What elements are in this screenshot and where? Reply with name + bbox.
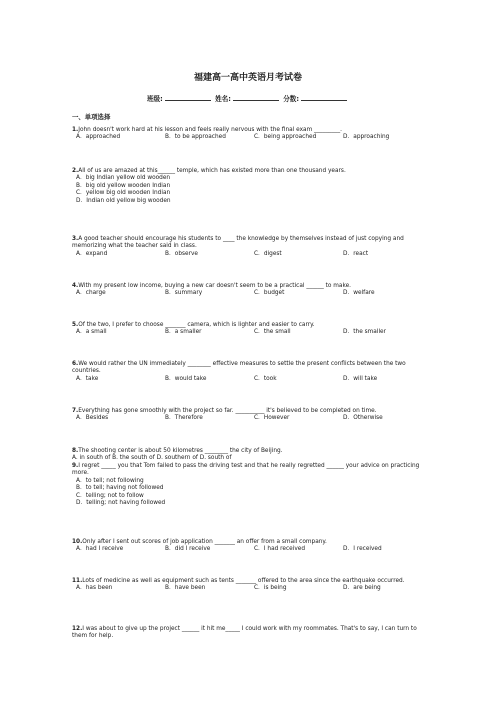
question-number: 8. xyxy=(72,448,79,454)
option-d: D．welfare xyxy=(343,290,375,297)
option-d: D．Otherwise xyxy=(343,415,383,422)
option-d: D．the smaller xyxy=(343,329,387,336)
option-a: A．a small xyxy=(76,329,107,336)
option-c: C．being approached xyxy=(254,134,317,141)
option-a: A．big Indian yellow old wooden xyxy=(76,175,171,182)
question-text: John doesn't work hard at his lesson and feels really nervous with the final exam _________. xyxy=(78,127,342,133)
option-c: C．is being xyxy=(254,585,287,592)
option-a: A．Besides xyxy=(76,415,109,422)
question-12 xyxy=(72,626,432,641)
option-a: A．take xyxy=(76,375,99,382)
option-c: C．budget xyxy=(254,290,285,297)
score-label: 分数: xyxy=(283,95,300,103)
question-5 xyxy=(72,322,432,337)
question-number: 4. xyxy=(72,283,79,289)
question-8 xyxy=(72,448,432,463)
question-text: With my present low income, buying a new car doesn't seem to be a practical ______ to make. xyxy=(78,283,352,289)
question-text: The shooting center is about 50 kilometres ________ the city of Beijing. xyxy=(78,448,283,454)
score-blank xyxy=(301,94,347,101)
option-c: C．the small xyxy=(254,329,291,336)
option-b: B．summary xyxy=(165,290,203,297)
question-number: 6. xyxy=(72,361,79,367)
question-9 xyxy=(72,463,432,507)
question-number: 2. xyxy=(72,168,79,174)
question-2 xyxy=(72,168,432,205)
question-number: 7. xyxy=(72,408,79,414)
question-text: We would rather the UN immediately ________ effective measures to settle the present conflicts between the two countries. xyxy=(72,361,406,375)
option-a: A．to tell; not following xyxy=(76,477,144,484)
option-d: D．telling; not having followed xyxy=(76,500,166,507)
question-text: Only after I sent out scores of job application _______ an offer from a small company. xyxy=(82,539,327,545)
option-b: B．have been xyxy=(165,585,206,592)
question-text: A good teacher should encourage his students to ____ the knowledge by themselves instead of just copying and memorizing what the teacher said in class. xyxy=(72,236,404,250)
option-c: C．However xyxy=(254,415,290,422)
question-10 xyxy=(72,539,432,554)
question-number: 1. xyxy=(72,127,79,133)
option-a: A．has been xyxy=(76,585,113,592)
option-a: A．expand xyxy=(76,250,108,257)
option-b: B．a smaller xyxy=(165,329,202,336)
option-b: B．would take xyxy=(165,375,207,382)
question-7 xyxy=(72,408,432,423)
option-c: C．digest xyxy=(254,250,282,257)
question-number: 9. xyxy=(72,463,79,469)
option-c: C．I had received xyxy=(254,546,306,553)
question-number: 3. xyxy=(72,236,79,242)
option-c: C．telling; not to follow xyxy=(76,492,144,499)
question-4 xyxy=(72,283,432,298)
question-text: I was about to give up the project ______ it hit me_____ I could work with my roommates. That's to say, I can turn to them for help. xyxy=(72,626,417,640)
question-number: 11. xyxy=(72,578,83,584)
name-blank xyxy=(233,94,279,101)
option-b: B．to tell; having not followed xyxy=(76,485,164,492)
question-3 xyxy=(72,236,432,258)
question-text: I regret _____ you that Tom failed to pass the driving test and that he really regretted ______ your advice on practicing more. xyxy=(72,463,420,477)
question-number: 12. xyxy=(72,626,83,632)
class-label: 班级: xyxy=(146,95,163,103)
option-a: A．charge xyxy=(76,290,106,297)
question-text: Of the two, I prefer to choose _______ camera, which is lighter and easier to carry. xyxy=(78,322,315,328)
question-number: 5. xyxy=(72,322,79,328)
class-blank xyxy=(165,94,211,101)
option-b: B．big old yellow wooden Indian xyxy=(76,182,171,189)
question-text: Lots of medicine as well as equipment such as tents _______ offered to the area since the earthquake occurred. xyxy=(82,578,405,584)
page-title: 福建高一高中英语月考试卷 xyxy=(193,73,302,83)
question-6 xyxy=(72,361,432,383)
option-b: B．observe xyxy=(165,250,198,257)
options-line: A. in south of B. the south of D. southern of D. south of xyxy=(72,455,232,462)
option-b: B．Therefore xyxy=(165,415,203,422)
question-11 xyxy=(72,578,432,593)
option-d: D．are being xyxy=(343,585,381,592)
option-b: B．to be approached xyxy=(165,134,226,141)
option-c: C．yellow big old wooden Indian xyxy=(76,190,171,197)
option-d: D．approaching xyxy=(343,134,390,141)
student-info-line xyxy=(0,93,496,103)
option-d: D．will take xyxy=(343,375,378,382)
option-d: D．I received xyxy=(343,546,382,553)
name-label: 姓名: xyxy=(215,95,231,103)
option-a: A．had I receive xyxy=(76,546,124,553)
option-c: C．took xyxy=(254,375,277,382)
question-number: 10. xyxy=(72,539,83,545)
question-text: Everything has gone smoothly with the project so far. __________ it's believed to be completed on time. xyxy=(78,408,377,414)
section-heading: 一、单项选择 xyxy=(72,113,111,121)
option-d: D．react xyxy=(343,250,369,257)
question-text: All of us are amazed at this______ temple, which has existed more than one thousand years. xyxy=(78,168,346,174)
question-1 xyxy=(72,127,432,142)
option-b: B．did I receive xyxy=(165,546,211,553)
option-d: D．Indian old yellow big wooden xyxy=(76,197,171,204)
option-a: A．approached xyxy=(76,134,121,141)
